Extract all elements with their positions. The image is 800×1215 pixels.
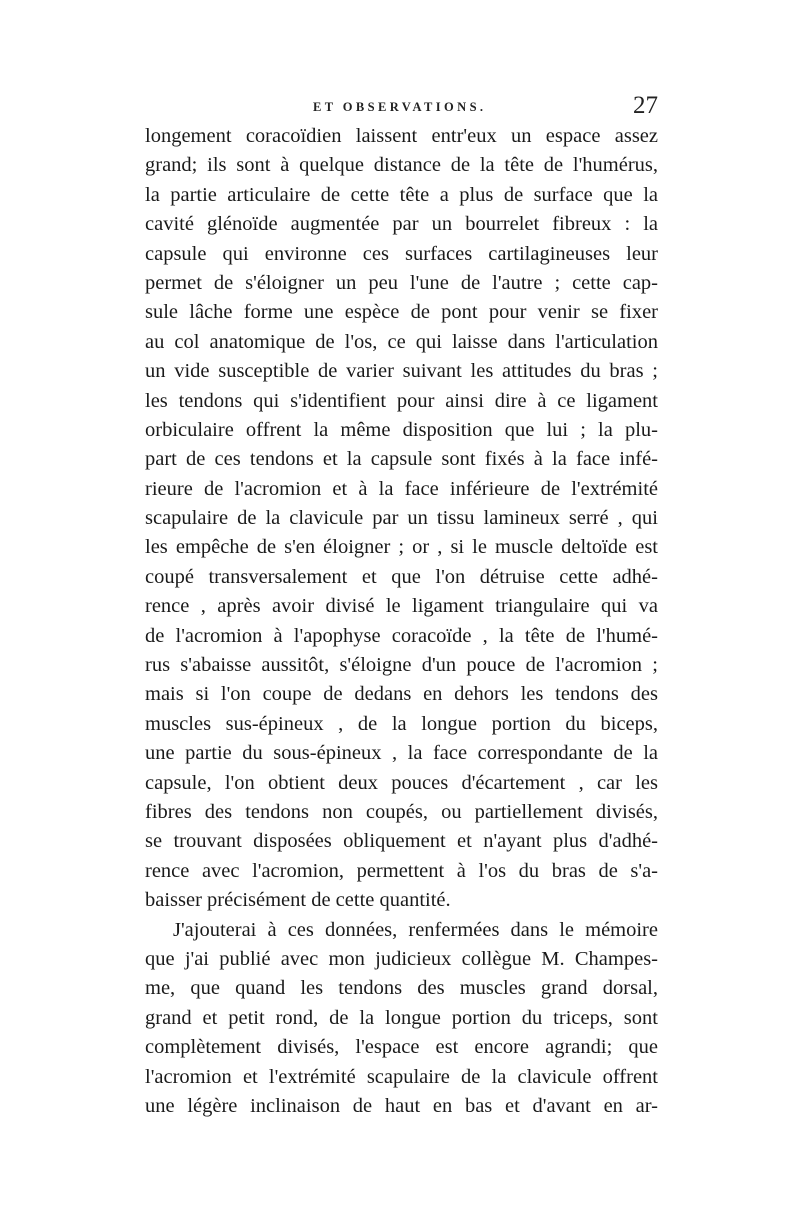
- text-line: rence avec l'acromion, permettent à l'os du bras de s'a-: [145, 859, 658, 882]
- text-line: muscles sus-épineux , de la longue portion du biceps,: [145, 712, 658, 735]
- text-line: une partie du sous-épineux , la face correspondante de la: [145, 742, 658, 765]
- text-line: la partie articulaire de cette tête a plus de surface que la: [145, 183, 658, 206]
- text-line: fibres des tendons non coupés, ou partiellement divisés,: [145, 800, 658, 823]
- text-line: capsule, l'on obtient deux pouces d'écartement , car les: [145, 771, 658, 794]
- text-line: complètement divisés, l'espace est encore agrandi; que: [145, 1036, 658, 1059]
- text-line: une légère inclinaison de haut en bas et d'avant en ar-: [145, 1094, 658, 1117]
- text-line: au col anatomique de l'os, ce qui laisse dans l'articulation: [145, 330, 658, 353]
- text-line: sule lâche forme une espèce de pont pour venir se fixer: [145, 301, 658, 324]
- text-line: grand et petit rond, de la longue portion du triceps, sont: [145, 1006, 658, 1029]
- text-line: mais si l'on coupe de dedans en dehors les tendons des: [145, 683, 658, 706]
- text-line: J'ajouterai à ces données, renfermées dans le mémoire: [173, 918, 658, 941]
- text-line: me, que quand les tendons des muscles grand dorsal,: [145, 977, 658, 1000]
- page-header: [145, 92, 658, 122]
- text-line: les tendons qui s'identifient pour ainsi dire à ce ligament: [145, 389, 658, 412]
- text-line: l'acromion et l'extrémité scapulaire de la clavicule offrent: [145, 1065, 658, 1088]
- page-number: 27: [633, 92, 658, 119]
- text-line: orbiculaire offrent la même disposition que lui ; la plu-: [145, 418, 658, 441]
- text-line: rieure de l'acromion et à la face inférieure de l'extrémité: [145, 477, 658, 500]
- text-line: un vide susceptible de varier suivant les attitudes du bras ;: [145, 360, 658, 383]
- body-text: [145, 122, 658, 1121]
- text-line: rence , après avoir divisé le ligament triangulaire qui va: [145, 595, 658, 618]
- text-line: longement coracoïdien laissent entr'eux un espace assez: [145, 125, 658, 147]
- text-line: part de ces tendons et la capsule sont fixés à la face infé-: [145, 448, 658, 471]
- text-line: de l'acromion à l'apophyse coracoïde , la tête de l'humé-: [145, 624, 658, 647]
- text-line: cavité glénoïde augmentée par un bourrelet fibreux : la: [145, 213, 658, 236]
- text-line: que j'ai publié avec mon judicieux collègue M. Champes-: [145, 947, 658, 970]
- text-line: grand; ils sont à quelque distance de la tête de l'humérus,: [145, 154, 658, 177]
- text-line: coupé transversalement et que l'on détruise cette adhé-: [145, 565, 658, 588]
- text-line: scapulaire de la clavicule par un tissu lamineux serré , qui: [145, 507, 658, 530]
- text-line: les empêche de s'en éloigner ; or , si le muscle deltoïde est: [145, 536, 658, 559]
- text-line: rus s'abaisse aussitôt, s'éloigne d'un pouce de l'acromion ;: [145, 654, 658, 677]
- running-title: ET OBSERVATIONS.: [313, 100, 487, 114]
- text-line: baisser précisément de cette quantité.: [145, 889, 451, 912]
- text-line: capsule qui environne ces surfaces cartilagineuses leur: [145, 242, 658, 265]
- text-line: permet de s'éloigner un peu l'une de l'autre ; cette cap-: [145, 271, 658, 294]
- text-line: se trouvant disposées obliquement et n'ayant plus d'adhé-: [145, 830, 658, 853]
